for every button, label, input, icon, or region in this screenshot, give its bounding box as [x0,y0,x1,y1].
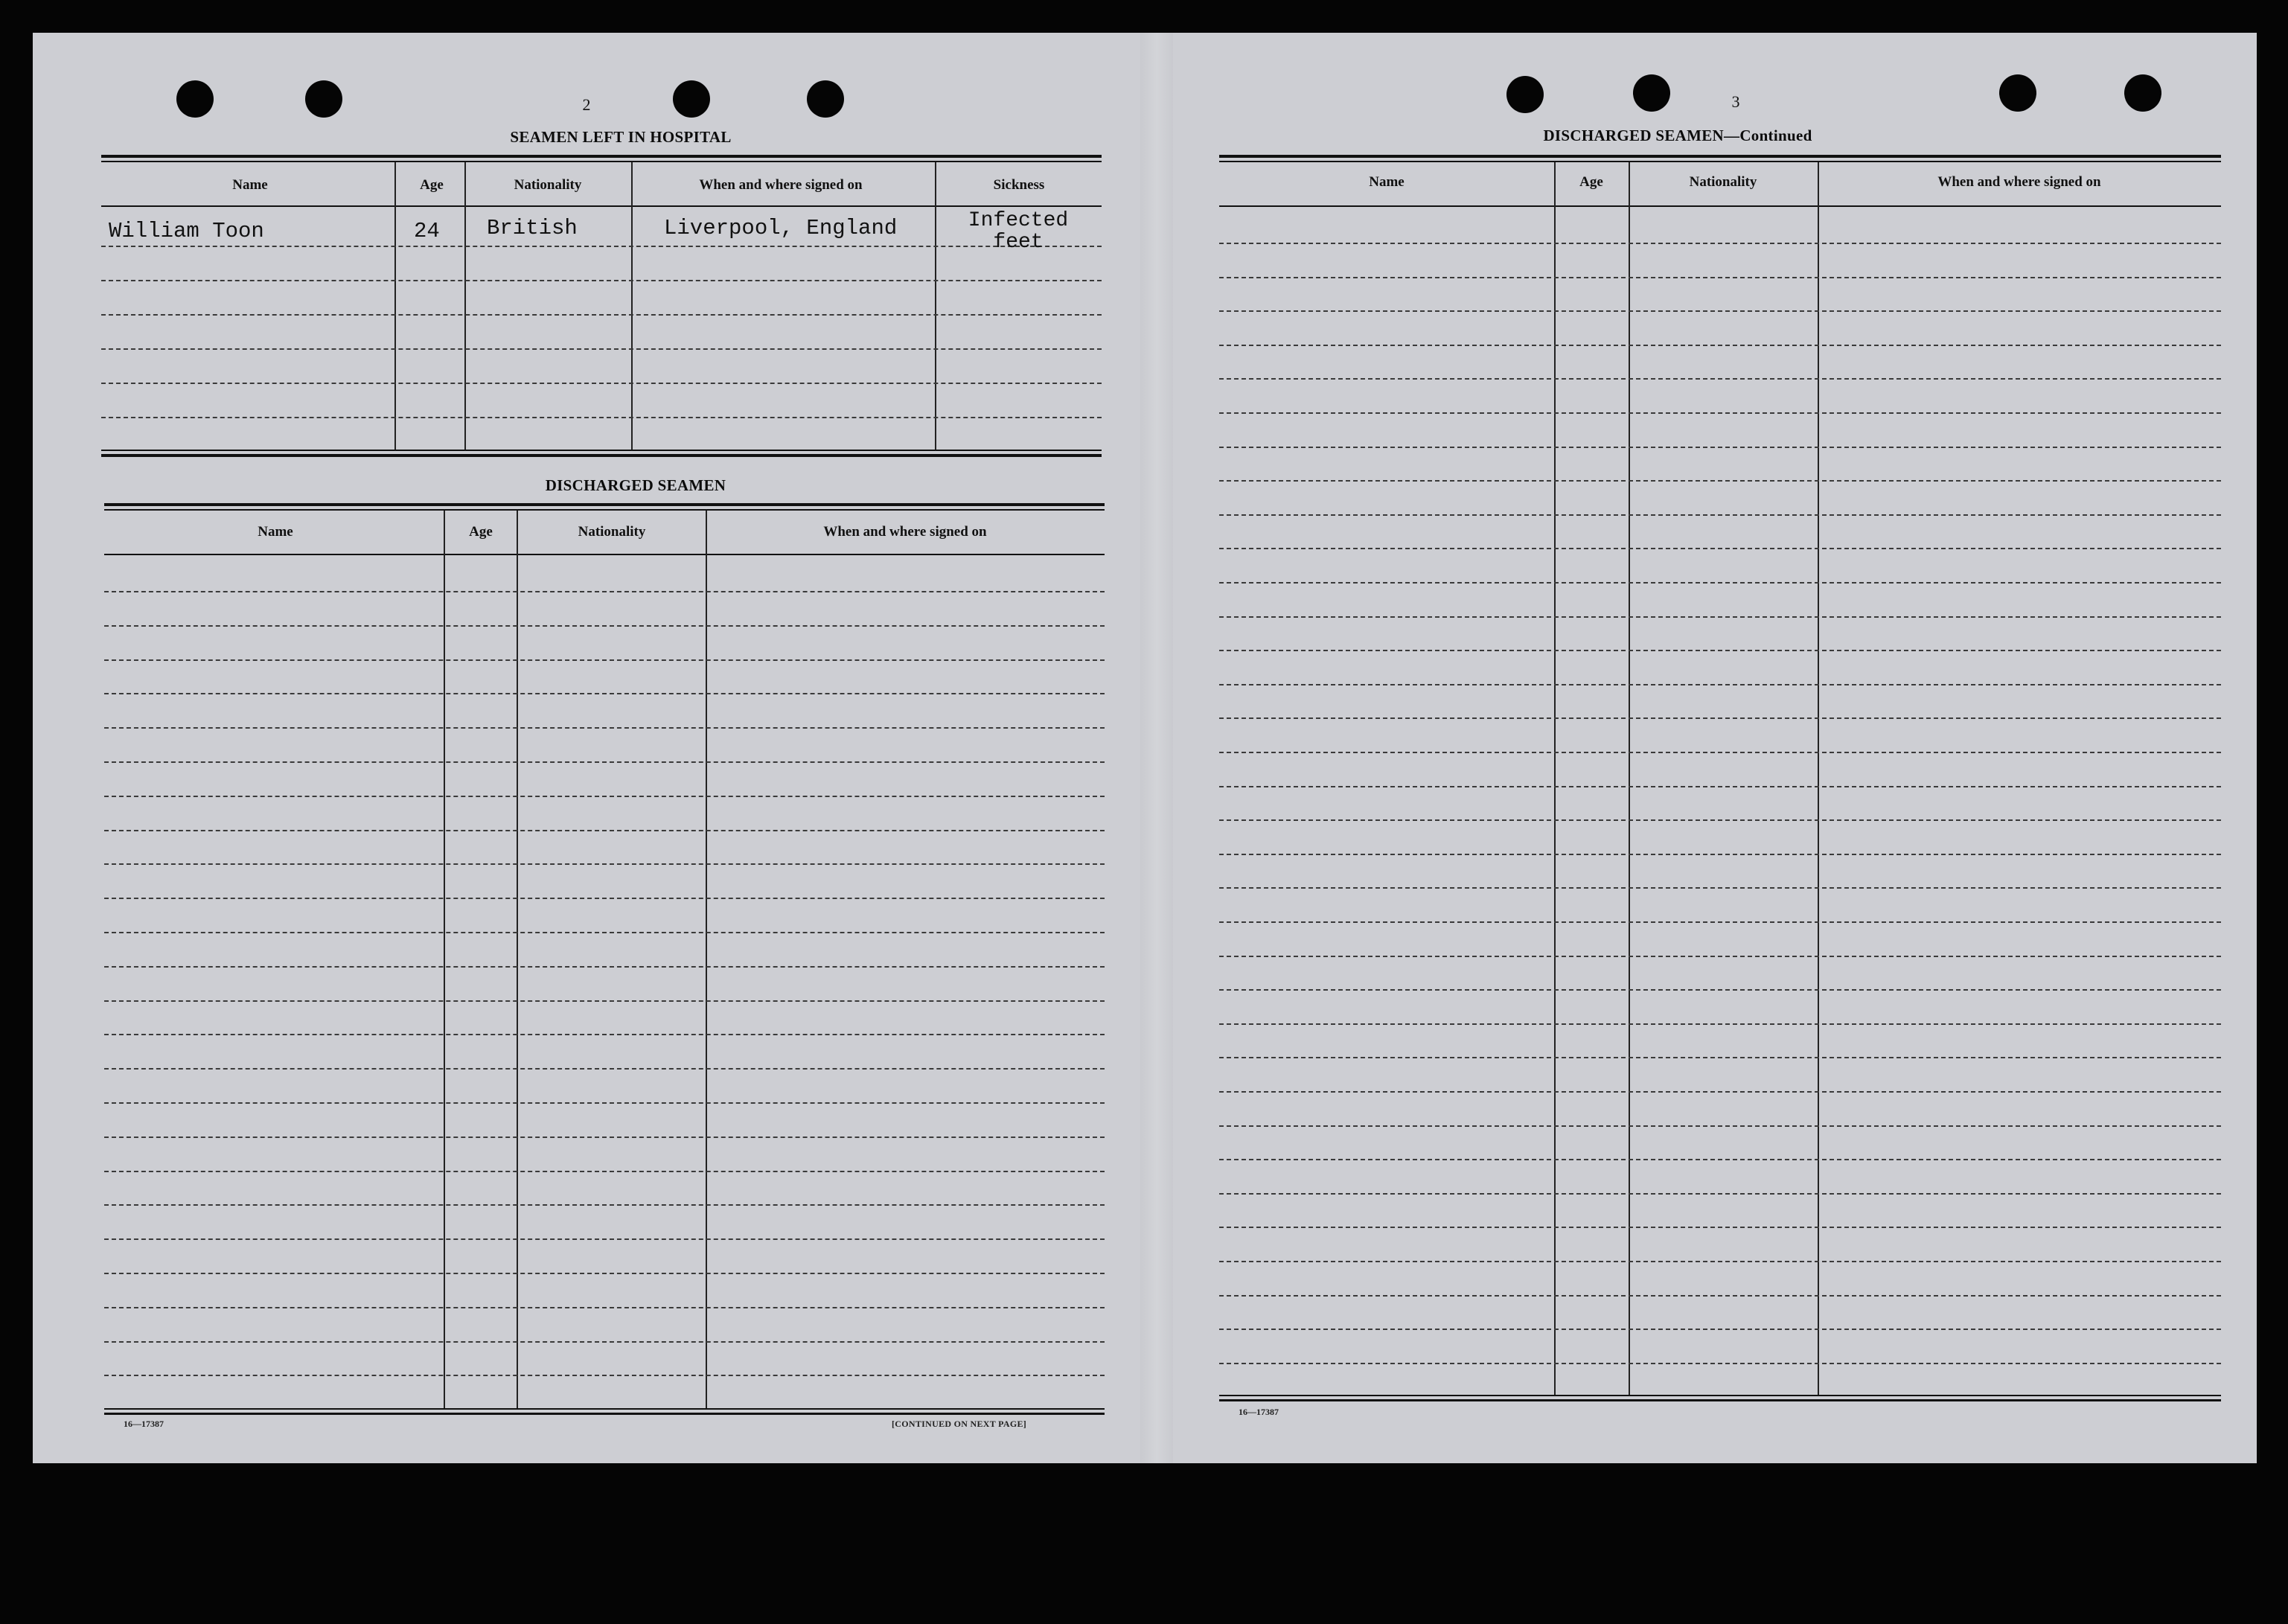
header-underline [101,205,1102,207]
ruled-line [1219,921,2221,923]
column-header-name: Name [1369,174,1405,190]
ruled-line [101,348,1102,350]
column-header-sickness: Sickness [993,177,1045,193]
column-divider [935,162,936,450]
punch-hole [2124,74,2161,112]
ruled-line [104,1273,1105,1274]
punch-hole [1506,76,1544,113]
ruled-line [104,796,1105,797]
ruled-line [104,1307,1105,1308]
column-divider [1554,162,1556,1395]
ruled-line [1219,582,2221,584]
header-underline [1219,205,2221,207]
ruled-line [1219,412,2221,414]
column-header-name: Name [258,524,293,540]
column-divider [631,162,633,450]
ruled-line [1219,854,2221,855]
sickness-line: feet [993,231,1044,254]
ruled-line [104,966,1105,968]
ruled-line [1219,345,2221,346]
column-divider [1818,162,1819,1395]
ruled-line [1219,752,2221,753]
ruled-line [1219,989,2221,991]
ruled-line [104,1238,1105,1240]
column-header-age: Age [1579,174,1603,190]
table-bottom-rule [104,1408,1105,1410]
ruled-line [104,932,1105,933]
seaman-nationality: British [487,216,578,240]
section-title-text: DISCHARGED SEAMEN [1543,127,1725,144]
ruled-line [1219,480,2221,482]
seaman-age: 24 [414,219,440,243]
column-divider [1629,162,1630,1395]
ruled-line [1219,1159,2221,1160]
page-number: 3 [1731,92,1740,111]
ruled-line [1219,378,2221,380]
seaman-name: William Toon [109,219,264,243]
ruled-line [1219,447,2221,448]
table-top-rule [104,503,1105,506]
ruled-line [1219,887,2221,889]
ruled-line [1219,1057,2221,1058]
table-bottom-rule [1219,1399,2221,1401]
ruled-line [1219,819,2221,821]
ruled-line [1219,1193,2221,1195]
ruled-line [104,1375,1105,1376]
punch-hole [1633,74,1670,112]
ruled-line [1219,1295,2221,1297]
header-underline [104,554,1105,555]
ruled-line [1219,310,2221,312]
column-header-age: Age [420,177,444,193]
ruled-line [1219,243,2221,244]
column-header-signed-on: When and where signed on [1937,174,2101,190]
table-top-rule [104,509,1105,511]
column-divider [464,162,466,450]
column-header-signed-on: When and where signed on [823,524,987,540]
ruled-line [104,1068,1105,1070]
column-header-name: Name [232,177,268,193]
table-top-rule [101,155,1102,158]
ruled-line [104,693,1105,694]
hospital-section-title: SEAMEN LEFT IN HOSPITAL [510,128,732,146]
ruled-line [1219,1261,2221,1262]
table-top-rule [101,161,1102,162]
ruled-line [1219,277,2221,278]
ruled-line [1219,684,2221,685]
ruled-line [1219,1091,2221,1093]
ruled-line [104,1034,1105,1035]
document-sheet [33,33,2257,1463]
punch-hole [807,80,844,118]
column-header-nationality: Nationality [578,524,646,540]
ruled-line [1219,1023,2221,1025]
column-header-nationality: Nationality [514,177,582,193]
ruled-line [1219,956,2221,957]
column-header-age: Age [469,524,493,540]
punch-hole [1999,74,2036,112]
sickness-line: Infected [968,209,1069,232]
discharged-continued-title [1492,127,1864,145]
ruled-line [104,1000,1105,1002]
seaman-signed-on: Liverpool, England [664,216,898,240]
ruled-line [1219,717,2221,719]
ruled-line [1219,1227,2221,1228]
form-number: 16—17387 [1239,1407,1279,1417]
table-bottom-rule [1219,1395,2221,1396]
ruled-line [104,1137,1105,1138]
ruled-line [101,314,1102,316]
ruled-line [104,1171,1105,1172]
page-number: 2 [582,95,591,114]
discharged-section-title: DISCHARGED SEAMEN [545,476,726,494]
ruled-line [1219,1363,2221,1364]
ruled-line [1219,786,2221,787]
table-bottom-rule [101,454,1102,457]
punch-hole [176,80,214,118]
ruled-line [104,898,1105,899]
ruled-line [104,830,1105,831]
ruled-line [1219,548,2221,549]
ruled-line [104,591,1105,592]
table-bottom-rule [101,450,1102,451]
ruled-line [104,1204,1105,1206]
ruled-line [104,1341,1105,1343]
ruled-line [104,761,1105,763]
punch-hole [305,80,342,118]
column-header-signed-on: When and where signed on [699,177,863,193]
ruled-line [101,280,1102,281]
ruled-line [104,863,1105,865]
table-top-rule [1219,155,2221,158]
form-number: 16—17387 [124,1419,164,1429]
table-top-rule [1219,161,2221,162]
ruled-line [104,1102,1105,1104]
ruled-line [104,727,1105,729]
table-bottom-rule [104,1413,1105,1415]
ruled-line [104,625,1105,627]
ruled-line [1219,1125,2221,1127]
ruled-line [1219,1329,2221,1330]
continued-note: [CONTINUED ON NEXT PAGE] [892,1419,1027,1429]
punch-hole [673,80,710,118]
ruled-line [104,659,1105,661]
ruled-line [1219,514,2221,516]
ruled-line [1219,616,2221,618]
column-divider [394,162,396,450]
page-divider [1140,33,1173,1463]
seaman-sickness [936,210,1100,253]
column-header-nationality: Nationality [1689,174,1757,190]
section-title-suffix: —Continued [1724,127,1812,144]
ruled-line [1219,650,2221,651]
ruled-line [101,383,1102,384]
ruled-line [101,417,1102,418]
